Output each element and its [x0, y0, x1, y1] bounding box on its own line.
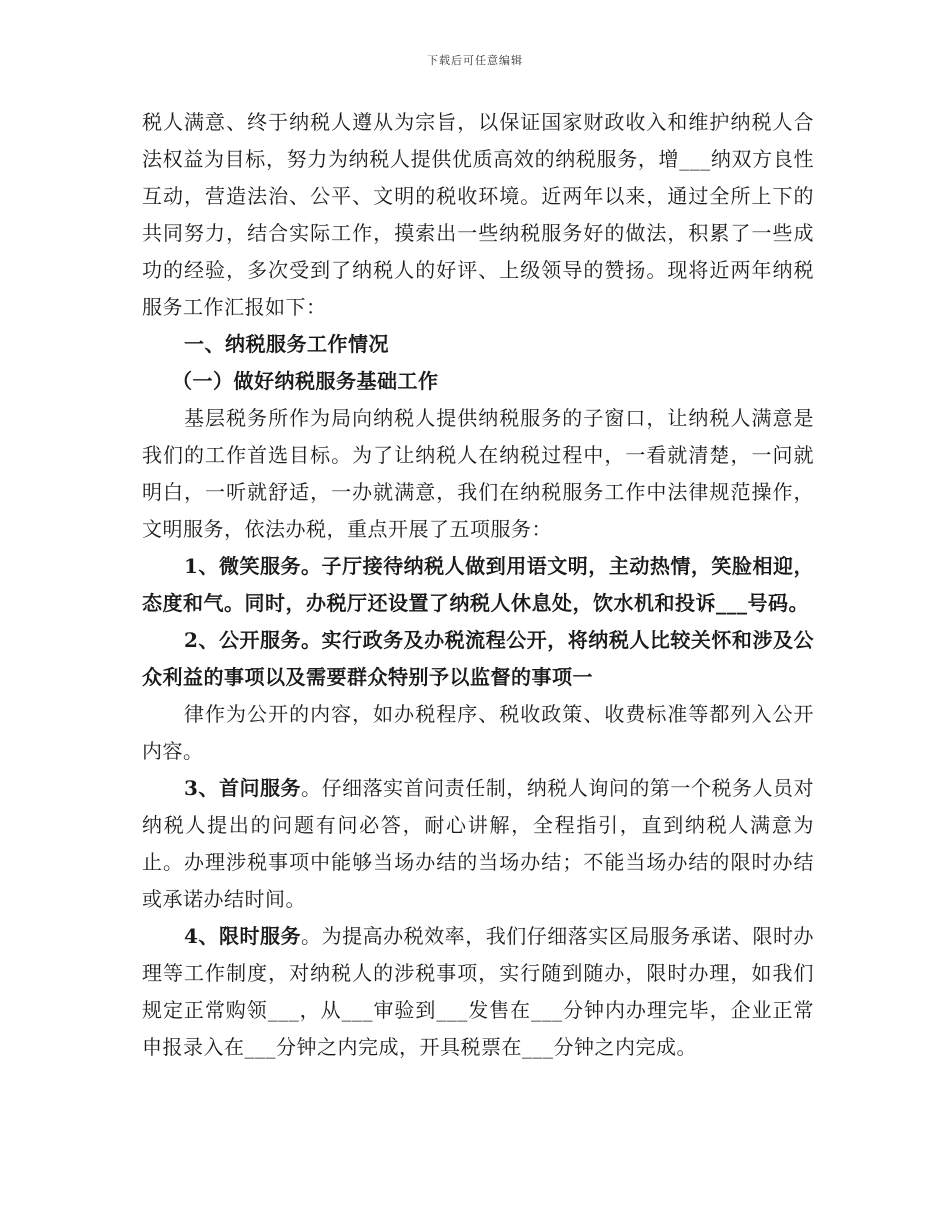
list-item-time-limit-service: [142, 918, 814, 1066]
intro-paragraph: 税人满意、终于纳税人遵从为宗旨，以保证国家财政收入和维护纳税人合法权益为目标，努力为纳税人提供优质高效的纳税服务，增___纳双方良性互动，营造法治、公平、文明的税收环境。近两年以来，通过全所上下的共同努力，结合实际工作，摸索出一些纳税服务好的做法，积累了一些成功的经验，多次受到了纳税人的好评、上级领导的赞扬。现将近两年纳税服务工作汇报如下：: [142, 110, 814, 319]
item-label: 3、首问服务: [184, 776, 302, 800]
page-header: 下载后可任意编辑: [427, 54, 523, 67]
document-body: [142, 104, 814, 1066]
subsection-heading: （一）做好纳税服务基础工作: [172, 369, 439, 393]
body-paragraph: 基层税务所作为局向纳税人提供纳税服务的子窗口，让纳税人满意是我们的工作首选目标。为了让纳税人在纳税过程中，一看就清楚，一问就明白，一听就舒适，一办就满意，我们在纳税服务工作中法律规范操作，文明服务，依法办税，重点开展了五项服务：: [142, 406, 814, 541]
list-item-smile-service: 1、微笑服务。子厅接待纳税人做到用语文明，主动热情，笑脸相迎，态度和气。同时，办税厅还设置了纳税人休息处，饮水机和投诉___号码。: [142, 554, 814, 615]
list-item-first-inquiry-service: [142, 770, 814, 918]
list-item-open-service: 2、公开服务。实行政务及办税流程公开，将纳税人比较关怀和涉及公众利益的事项以及需要群众特别予以监督的事项一: [142, 628, 814, 689]
list-item-open-service-continued: 律作为公开的内容，如办税程序、税收政策、收费标准等都列入公开内容。: [142, 702, 814, 763]
section-heading: 一、纳税服务工作情况: [184, 332, 389, 356]
item-text: 。仔细落实首问责任制，纳税人询问的第一个税务人员对纳税人提出的问题有问必答，耐心讲解，全程指引，直到纳税人满意为止。办理涉税事项中能够当场办结的当场办结；不能当场办结的限时办结或承诺办结时间。: [142, 776, 815, 911]
item-label: 4、限时服务: [184, 924, 302, 948]
item-text: 。为提高办税效率，我们仔细落实区局服务承诺、限时办理等工作制度，对纳税人的涉税事项，实行随到随办，限时办理，如我们规定正常购领___，从___审验到___发售在___分钟内办理完毕，企业正常申报录入在___分钟之内完成，开具税票在___分钟之内完成。: [142, 924, 815, 1059]
